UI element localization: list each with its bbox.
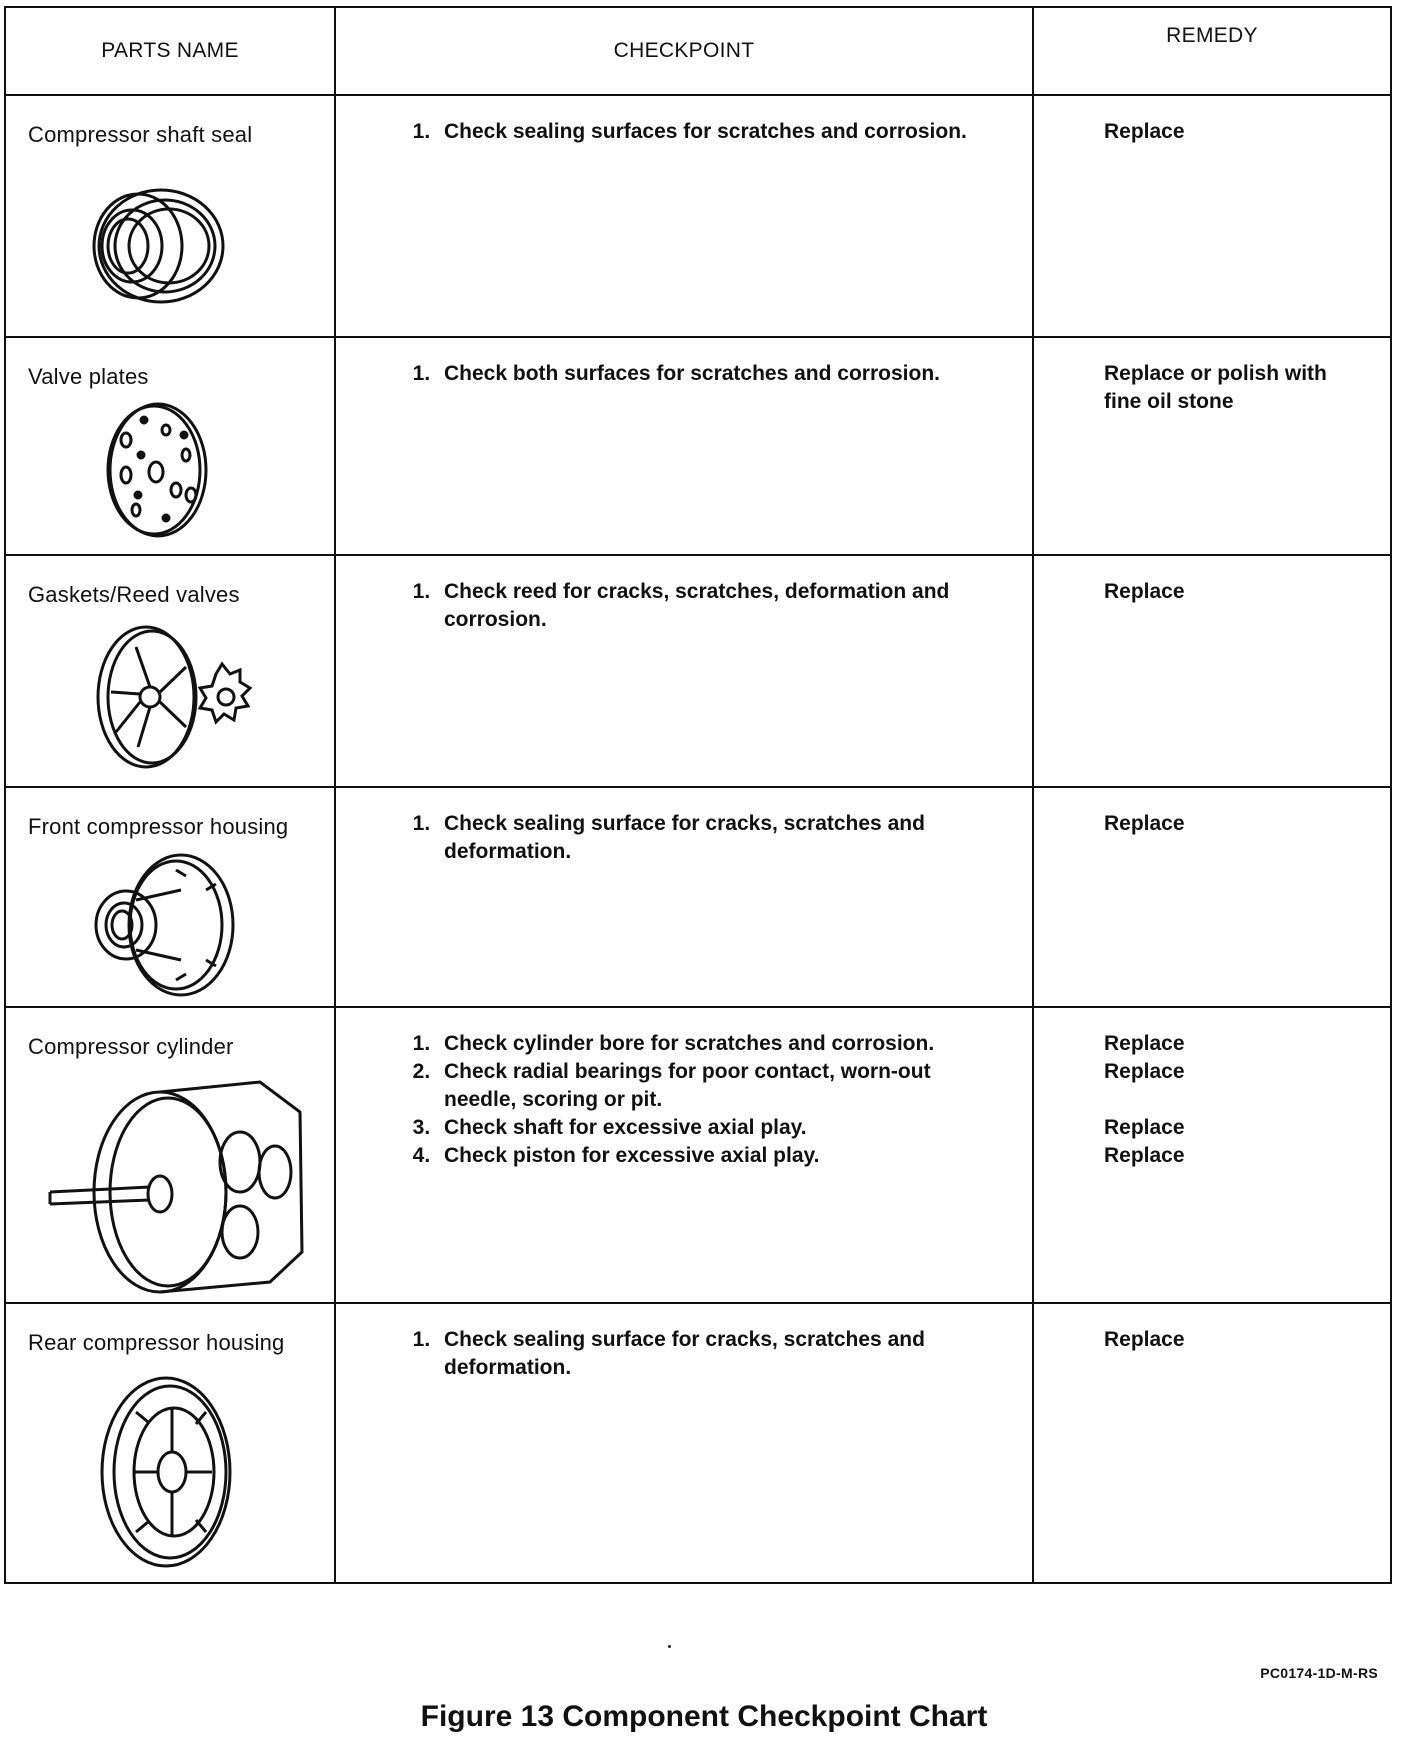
stray-dot: [668, 1645, 671, 1648]
figure-caption: Figure 13 Component Checkpoint Chart: [420, 1700, 988, 1733]
front-housing-drawing-icon: [66, 850, 266, 1000]
remedy-text: Replace: [1104, 1328, 1185, 1351]
remedy-text: Replace or polish with fine oil stone: [1104, 362, 1327, 413]
checkpoint-cell: [335, 787, 1033, 1007]
table-row: [5, 337, 1391, 555]
remedy-cell: [1033, 555, 1391, 787]
remedy-text: Replace: [1104, 1060, 1185, 1083]
checkpoint-item: 4. Check piston for excessive axial play.: [436, 1142, 942, 1170]
remedy-list: [1034, 788, 1390, 838]
table-row: [5, 555, 1391, 787]
part-name: Rear compressor housing: [28, 1330, 285, 1355]
shaft-seal-drawing-icon: [66, 184, 246, 304]
component-checkpoint-table: [4, 6, 1392, 1584]
remedy-text: Replace: [1104, 120, 1185, 143]
remedy-list: [1034, 1304, 1390, 1354]
remedy-cell: [1033, 1007, 1391, 1303]
table-row: [5, 95, 1391, 337]
checkpoint-cell: [335, 337, 1033, 555]
part-name: Compressor cylinder: [28, 1034, 234, 1059]
remedy-text: Replace: [1104, 1032, 1185, 1055]
reed-valve-drawing-icon: [66, 622, 266, 772]
part-cell: [5, 95, 335, 337]
part-name: Front compressor housing: [28, 814, 289, 839]
checkpoint-item: 1. Check sealing surfaces for scratches and corrosion.: [436, 118, 1022, 146]
part-cell: [5, 787, 335, 1007]
part-cell: [5, 1303, 335, 1583]
table-row: [5, 1007, 1391, 1303]
checkpoint-list: [336, 788, 1032, 866]
part-cell: [5, 337, 335, 555]
checkpoint-item: 1. Check sealing surface for cracks, scratches and deformation.: [436, 810, 942, 866]
remedy-text: Replace: [1104, 812, 1185, 835]
checkpoint-item: 1. Check both surfaces for scratches and corrosion.: [436, 360, 1022, 388]
checkpoint-cell: [335, 555, 1033, 787]
checkpoint-list: [336, 338, 1032, 388]
part-name: Compressor shaft seal: [28, 122, 253, 147]
checkpoint-list: [336, 556, 1032, 634]
remedy-cell: [1033, 787, 1391, 1007]
checkpoint-item: 1. Check reed for cracks, scratches, deformation and corrosion.: [436, 578, 962, 634]
table-row: [5, 1303, 1391, 1583]
figure-code: PC0174-1D-M-RS: [1260, 1665, 1378, 1681]
checkpoint-list: [336, 96, 1032, 146]
checkpoint-cell: [335, 1303, 1033, 1583]
remedy-list: [1034, 338, 1390, 416]
part-cell: [5, 1007, 335, 1303]
checkpoint-item: 3. Check shaft for excessive axial play.: [436, 1114, 942, 1142]
remedy-list: [1034, 556, 1390, 606]
table-header-row: [5, 7, 1391, 95]
remedy-spacer: [1104, 1086, 1380, 1114]
remedy-list: [1034, 1008, 1390, 1170]
header-parts-name: PARTS NAME: [5, 7, 335, 95]
table-row: [5, 787, 1391, 1007]
cylinder-drawing-icon: [40, 1072, 320, 1297]
checkpoint-list: [336, 1008, 1032, 1170]
checkpoint-item: 1. Check sealing surface for cracks, scratches and deformation.: [436, 1326, 942, 1382]
checkpoint-list: [336, 1304, 1032, 1382]
header-checkpoint: CHECKPOINT: [335, 7, 1033, 95]
valve-plate-drawing-icon: [66, 400, 246, 540]
remedy-text: Replace: [1104, 1116, 1185, 1139]
remedy-list: [1034, 96, 1390, 146]
checkpoint-cell: [335, 1007, 1033, 1303]
rear-housing-drawing-icon: [86, 1372, 246, 1572]
remedy-cell: [1033, 337, 1391, 555]
remedy-cell: [1033, 1303, 1391, 1583]
header-remedy: REMEDY: [1033, 7, 1391, 95]
checkpoint-item: 2. Check radial bearings for poor contact, worn-out needle, scoring or pit.: [436, 1058, 942, 1114]
part-name: Valve plates: [28, 364, 149, 389]
checkpoint-item: 1. Check cylinder bore for scratches and corrosion.: [436, 1030, 942, 1058]
remedy-text: Replace: [1104, 1144, 1185, 1167]
part-name: Gaskets/Reed valves: [28, 582, 240, 607]
checkpoint-cell: [335, 95, 1033, 337]
remedy-text: Replace: [1104, 580, 1185, 603]
part-cell: [5, 555, 335, 787]
remedy-cell: [1033, 95, 1391, 337]
